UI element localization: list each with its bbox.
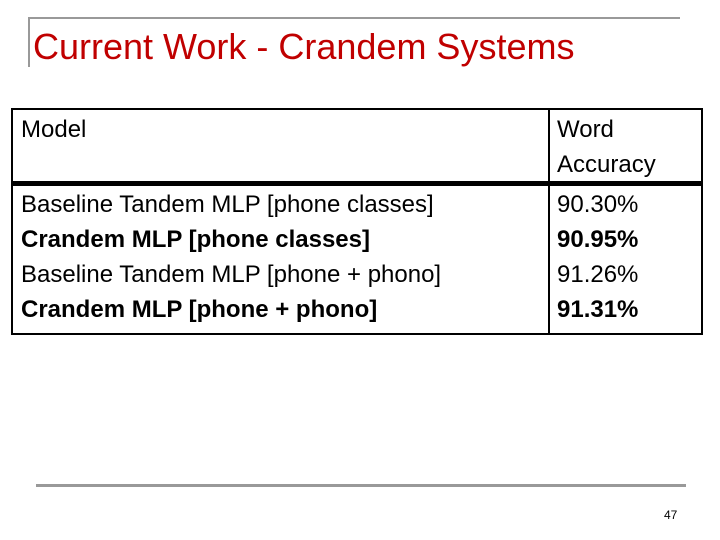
row-1-accuracy: 90.30% [557,191,639,218]
header-accuracy-line1: Word [557,116,614,143]
results-table [11,108,703,335]
column-divider [548,110,550,333]
row-4-accuracy: 91.31% [557,296,639,323]
header-model: Model [21,116,87,143]
row-1-model: Baseline Tandem MLP [phone classes] [21,191,434,218]
page-number: 47 [664,508,678,522]
header-accuracy-line2: Accuracy [557,151,656,178]
row-2-accuracy: 90.95% [557,226,639,253]
footer-rule [36,484,686,487]
row-3-accuracy: 91.26% [557,261,639,288]
row-2-model: Crandem MLP [phone classes] [21,226,370,253]
row-3-model: Baseline Tandem MLP [phone + phono] [21,261,442,288]
slide-title: Current Work - Crandem Systems [33,26,575,67]
row-4-model: Crandem MLP [phone + phono] [21,296,378,323]
